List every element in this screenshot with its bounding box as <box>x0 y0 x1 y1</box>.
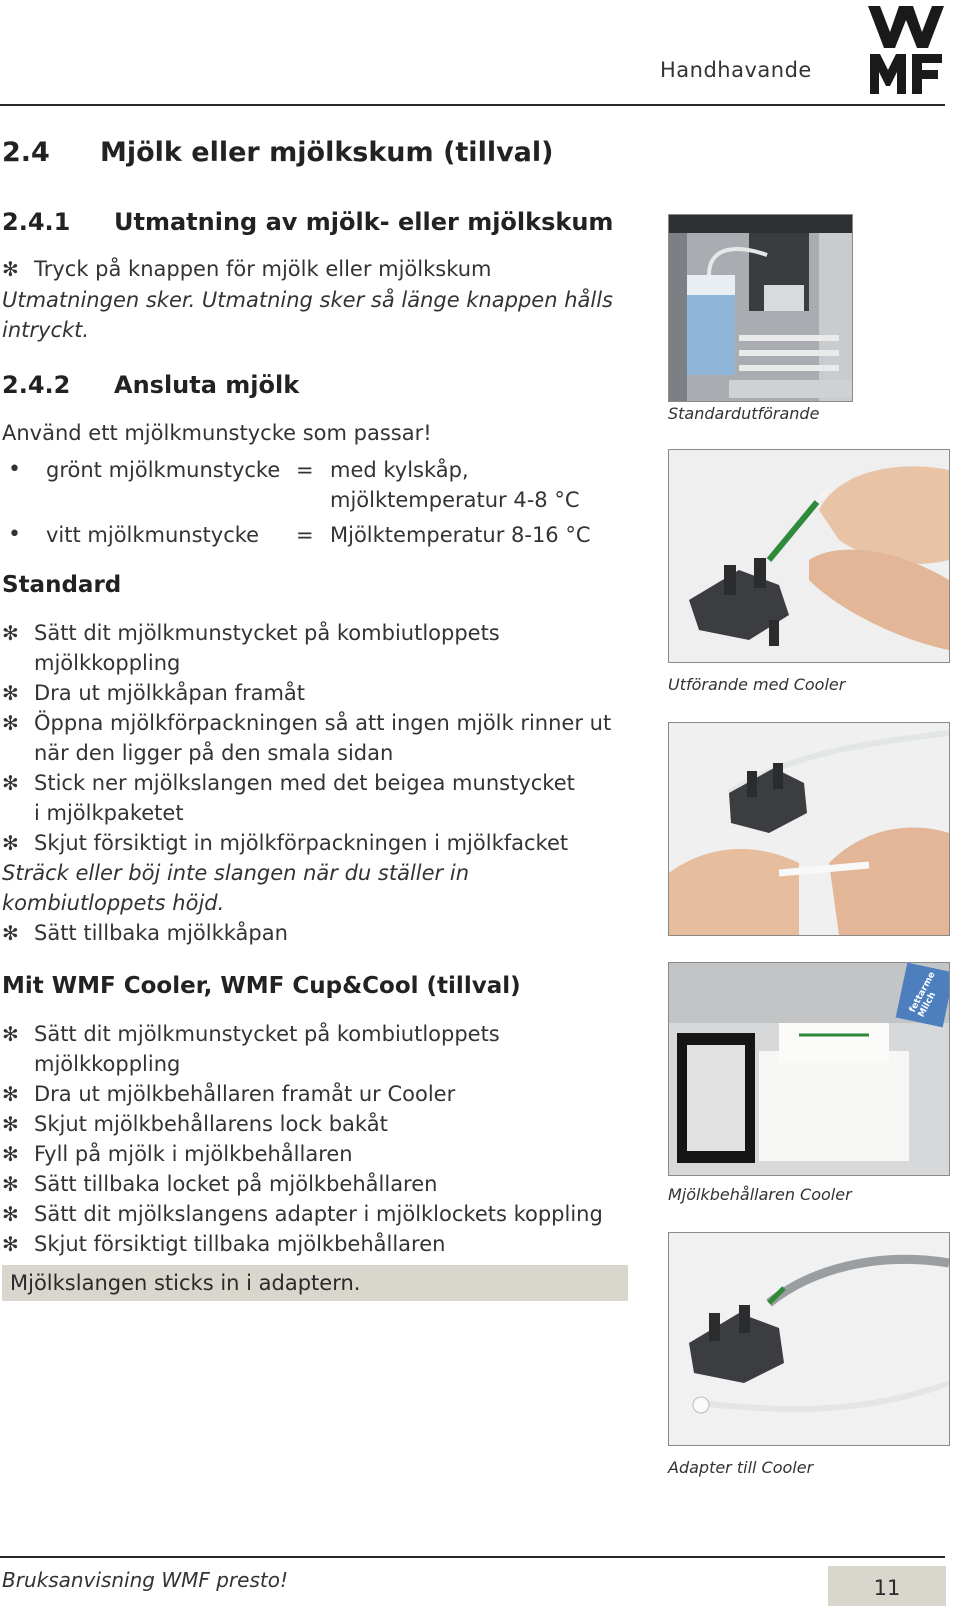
standard-warning: Sträck eller böj inte slangen när du ställer in kombiutloppets höjd. <box>2 861 470 915</box>
asterisk-bullet-icon: ✻ <box>2 1142 19 1166</box>
nozzle-bullet-item: • grönt mjölkmunstycke = med kylskåp, mjölktemperatur 4-8 °C <box>2 455 632 515</box>
asterisk-bullet-icon: ✻ <box>2 1022 19 1046</box>
asterisk-bullet-icon: ✻ <box>2 1232 19 1256</box>
standard-step: ✻ Skjut försiktigt in mjölkförpackningen i mjölkfacket <box>2 828 632 858</box>
wmf-logo <box>868 4 944 96</box>
standard-steps <box>2 618 632 948</box>
figure-caption: Adapter till Cooler <box>668 1458 814 1477</box>
asterisk-bullet-icon: ✻ <box>2 711 19 735</box>
standard-heading: Standard <box>2 572 122 598</box>
dispense-note: Utmatningen sker. Utmatning sker så länge knappen hålls intryckt. <box>2 288 613 342</box>
standard-step: ✻ Sätt dit mjölkmunstycket på kombiutloppets mjölkkoppling <box>2 618 632 678</box>
cooler-step: ✻ Sätt tillbaka locket på mjölkbehållaren <box>2 1169 632 1199</box>
asterisk-bullet-icon: ✻ <box>2 621 19 645</box>
footer-manual-title: Bruksanvisning WMF presto! <box>2 1568 288 1592</box>
asterisk-bullet-icon: ✻ <box>2 1172 19 1196</box>
figure-cooler-version <box>668 449 950 663</box>
standard-step: ✻ Dra ut mjölkkåpan framåt <box>2 678 632 708</box>
asterisk-bullet-icon: ✻ <box>2 831 19 855</box>
adapter-note-box: Mjölkslangen sticks in i adaptern. <box>2 1265 628 1301</box>
cooler-heading: Mit WMF Cooler, WMF Cup&Cool (tillval) <box>2 973 521 999</box>
cooler-step: ✻ Sätt dit mjölkslangens adapter i mjölklockets koppling <box>2 1199 632 1229</box>
milk-pack-label: fettarme Milch <box>907 970 939 1020</box>
asterisk-bullet-icon: ✻ <box>2 1112 19 1136</box>
nozzle-bullet-list <box>2 455 632 550</box>
footer-rule <box>0 1556 945 1558</box>
header-rule <box>0 104 945 106</box>
figure-caption: Utförande med Cooler <box>668 675 846 694</box>
header-section-label: Handhavande <box>660 58 812 82</box>
standard-step: ✻ Sätt tillbaka mjölkkåpan <box>2 918 632 948</box>
section-heading: 2.4 Mjölk eller mjölkskum (tillval) <box>2 137 554 168</box>
nozzle-bullet-item: • vitt mjölkmunstycke = Mjölktemperatur 8-16 °C <box>2 520 632 550</box>
figure-standard-machine <box>668 214 853 402</box>
connect-intro: Använd ett mjölkmunstycke som passar! <box>2 421 432 445</box>
dot-bullet-icon: • <box>8 522 21 547</box>
cooler-step: ✻ Fyll på mjölk i mjölkbehållaren <box>2 1139 632 1169</box>
standard-step: ✻ Stick ner mjölkslangen med det beigea munstycket i mjölkpaketet <box>2 768 632 828</box>
cooler-step: ✻ Sätt dit mjölkmunstycket på kombiutloppets mjölkkoppling <box>2 1019 632 1079</box>
asterisk-bullet-icon: ✻ <box>2 681 19 705</box>
cooler-steps <box>2 1019 632 1259</box>
figure-milk-container <box>668 962 950 1176</box>
standard-step: ✻ Öppna mjölkförpackningen så att ingen mjölk rinner ut när den ligger på den smala sidan <box>2 708 632 768</box>
asterisk-bullet-icon: ✻ <box>2 257 19 281</box>
dispense-step: ✻ Tryck på knappen för mjölk eller mjölkskum <box>2 254 632 284</box>
cooler-step: ✻ Dra ut mjölkbehållaren framåt ur Cooler <box>2 1079 632 1109</box>
dot-bullet-icon: • <box>8 457 21 482</box>
figure-caption: Standardutförande <box>668 404 820 423</box>
figure-white-nozzle <box>668 722 950 936</box>
figure-caption: Mjölkbehållaren Cooler <box>668 1185 852 1204</box>
asterisk-bullet-icon: ✻ <box>2 1082 19 1106</box>
subsection-heading-connect: 2.4.2 Ansluta mjölk <box>2 371 300 399</box>
subsection-heading-dispense: 2.4.1 Utmatning av mjölk- eller mjölkskum <box>2 208 614 236</box>
page-number: 11 <box>873 1576 901 1600</box>
figure-adapter <box>668 1232 950 1446</box>
asterisk-bullet-icon: ✻ <box>2 1202 19 1226</box>
cooler-step: ✻ Skjut försiktigt tillbaka mjölkbehållaren <box>2 1229 632 1259</box>
cooler-step: ✻ Skjut mjölkbehållarens lock bakåt <box>2 1109 632 1139</box>
asterisk-bullet-icon: ✻ <box>2 771 19 795</box>
asterisk-bullet-icon: ✻ <box>2 921 19 945</box>
page-number-box <box>828 1566 946 1606</box>
